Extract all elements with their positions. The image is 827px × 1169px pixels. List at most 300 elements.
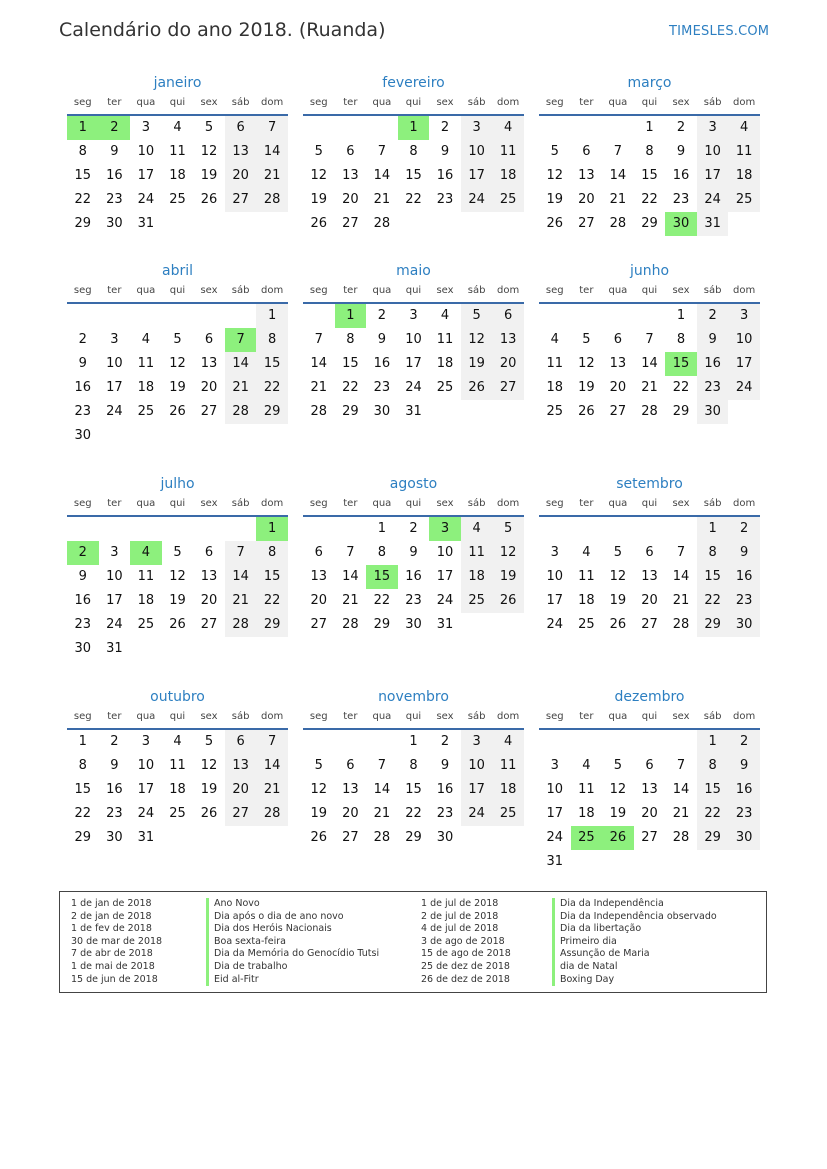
day-cell: 16 bbox=[728, 778, 760, 802]
weekday-label: ter bbox=[579, 498, 594, 509]
day-cell: 18 bbox=[492, 164, 524, 188]
day-cell: 12 bbox=[310, 782, 328, 797]
day-cell: 3 bbox=[461, 730, 493, 754]
day-cell: 22 bbox=[373, 593, 391, 608]
day-cell: 11 bbox=[169, 144, 186, 159]
day-cell: 7 bbox=[256, 116, 288, 140]
weekday-header bbox=[303, 708, 524, 730]
day-grid bbox=[303, 730, 524, 850]
day-cell: 14 bbox=[256, 140, 288, 164]
weekday-label: ter bbox=[343, 285, 358, 296]
weekday-label: sáb bbox=[231, 285, 250, 296]
weekday-label: seg bbox=[309, 711, 328, 722]
legend-holiday-date: 2 de jul de 2018 bbox=[421, 910, 499, 922]
day-cell: 19 bbox=[310, 192, 328, 207]
day-cell: 23 bbox=[74, 617, 92, 632]
day-cell: 9 bbox=[110, 758, 119, 773]
empty-cell bbox=[539, 304, 571, 328]
day-cell: 21 bbox=[641, 380, 658, 395]
holiday-day-cell: 2 bbox=[67, 541, 99, 565]
day-cell: 28 bbox=[256, 188, 288, 212]
day-cell: 26 bbox=[546, 216, 564, 231]
day-cell: 17 bbox=[461, 164, 493, 188]
day-cell: 10 bbox=[137, 144, 155, 159]
day-cell: 1 bbox=[78, 734, 87, 749]
day-cell: 24 bbox=[137, 806, 155, 821]
day-cell: 9 bbox=[697, 328, 729, 352]
empty-cell bbox=[193, 517, 225, 541]
weekday-label: sáb bbox=[231, 498, 250, 509]
legend-holiday-name: Dia dos Heróis Nacionais bbox=[206, 923, 379, 936]
day-cell: 25 bbox=[492, 188, 524, 212]
day-grid bbox=[303, 304, 524, 424]
weekday-label: sex bbox=[672, 97, 690, 108]
weekday-label: qua bbox=[608, 498, 628, 509]
empty-cell bbox=[539, 730, 571, 754]
day-cell: 28 bbox=[609, 216, 627, 231]
day-cell: 14 bbox=[609, 168, 627, 183]
day-cell: 19 bbox=[169, 593, 186, 608]
weekday-label: qui bbox=[405, 285, 422, 296]
empty-cell bbox=[335, 730, 367, 754]
month-dezembro bbox=[539, 686, 760, 874]
day-cell: 8 bbox=[676, 332, 686, 347]
day-grid bbox=[539, 517, 760, 637]
day-cell: 12 bbox=[546, 168, 564, 183]
empty-cell bbox=[571, 730, 603, 754]
day-cell: 26 bbox=[609, 617, 627, 632]
weekday-label: dom bbox=[261, 97, 284, 108]
day-cell: 16 bbox=[373, 356, 391, 371]
weekday-label: sex bbox=[436, 97, 454, 108]
day-cell: 12 bbox=[200, 144, 218, 159]
day-cell: 24 bbox=[461, 188, 493, 212]
day-cell: 23 bbox=[672, 192, 690, 207]
month-name: abril bbox=[161, 263, 193, 279]
weekday-label: dom bbox=[733, 711, 756, 722]
month-name: junho bbox=[629, 263, 670, 279]
day-cell: 2 bbox=[440, 120, 450, 135]
day-cell: 30 bbox=[74, 641, 92, 656]
weekday-label: seg bbox=[545, 97, 564, 108]
day-cell: 20 bbox=[641, 806, 658, 821]
weekday-label: qua bbox=[372, 285, 392, 296]
day-cell: 27 bbox=[310, 617, 328, 632]
legend-holiday-name: dia de Natal bbox=[552, 961, 717, 974]
day-cell: 9 bbox=[676, 144, 686, 159]
weekday-header bbox=[67, 708, 288, 730]
day-cell: 31 bbox=[106, 641, 123, 656]
day-cell: 8 bbox=[256, 541, 288, 565]
weekday-label: seg bbox=[545, 711, 564, 722]
day-cell: 29 bbox=[672, 404, 690, 419]
day-cell: 27 bbox=[578, 216, 595, 231]
day-cell: 12 bbox=[169, 569, 186, 584]
day-cell: 8 bbox=[645, 144, 654, 159]
empty-cell bbox=[602, 116, 634, 140]
day-cell: 9 bbox=[78, 569, 87, 584]
day-cell: 19 bbox=[609, 593, 627, 608]
day-cell: 5 bbox=[550, 144, 559, 159]
day-cell: 28 bbox=[342, 617, 359, 632]
day-grid bbox=[539, 730, 760, 874]
day-cell: 3 bbox=[697, 116, 729, 140]
day-cell: 23 bbox=[728, 589, 760, 613]
legend-holiday-date: 1 de jan de 2018 bbox=[71, 898, 152, 909]
day-cell: 18 bbox=[461, 565, 493, 589]
empty-cell bbox=[335, 116, 367, 140]
day-cell: 14 bbox=[641, 356, 658, 371]
day-cell: 11 bbox=[578, 569, 595, 584]
weekday-label: sáb bbox=[467, 285, 486, 296]
day-cell: 1 bbox=[697, 517, 729, 541]
day-cell: 3 bbox=[409, 308, 418, 323]
day-cell: 29 bbox=[405, 830, 422, 845]
day-cell: 12 bbox=[492, 541, 524, 565]
day-cell: 16 bbox=[74, 380, 92, 395]
day-cell: 8 bbox=[377, 545, 387, 560]
weekday-header bbox=[303, 94, 524, 116]
weekday-label: dom bbox=[261, 285, 284, 296]
weekday-header bbox=[67, 282, 288, 304]
weekday-label: qua bbox=[136, 711, 156, 722]
day-cell: 10 bbox=[461, 754, 493, 778]
day-cell: 21 bbox=[342, 593, 359, 608]
day-cell: 22 bbox=[697, 802, 729, 826]
month-name: outubro bbox=[150, 689, 205, 705]
day-grid bbox=[67, 304, 288, 448]
day-cell: 30 bbox=[697, 400, 729, 424]
day-cell: 31 bbox=[137, 830, 155, 845]
day-cell: 18 bbox=[169, 168, 186, 183]
weekday-label: sex bbox=[672, 285, 690, 296]
day-cell: 20 bbox=[200, 380, 218, 395]
day-cell: 20 bbox=[225, 778, 257, 802]
weekday-label: seg bbox=[73, 285, 92, 296]
day-cell: 13 bbox=[641, 782, 658, 797]
legend-dates-left bbox=[71, 898, 162, 986]
weekday-label: sex bbox=[436, 498, 454, 509]
day-cell: 29 bbox=[697, 826, 729, 850]
day-cell: 16 bbox=[405, 569, 422, 584]
holiday-day-cell: 2 bbox=[99, 116, 131, 140]
day-cell: 29 bbox=[342, 404, 359, 419]
weekday-header bbox=[539, 708, 760, 730]
weekday-label: seg bbox=[73, 711, 92, 722]
day-cell: 22 bbox=[405, 192, 422, 207]
weekday-label: qui bbox=[641, 97, 658, 108]
weekday-label: qui bbox=[641, 498, 658, 509]
day-cell: 21 bbox=[310, 380, 328, 395]
day-cell: 5 bbox=[173, 545, 182, 560]
day-cell: 14 bbox=[672, 782, 690, 797]
weekday-label: dom bbox=[497, 498, 520, 509]
day-cell: 21 bbox=[373, 192, 391, 207]
holiday-day-cell: 15 bbox=[366, 565, 398, 589]
holiday-day-cell: 1 bbox=[335, 304, 367, 328]
day-cell: 26 bbox=[169, 617, 186, 632]
day-cell: 22 bbox=[74, 806, 92, 821]
day-cell: 17 bbox=[137, 168, 155, 183]
day-cell: 27 bbox=[492, 376, 524, 400]
weekday-label: seg bbox=[545, 498, 564, 509]
day-cell: 19 bbox=[492, 565, 524, 589]
legend-holiday-date: 15 de ago de 2018 bbox=[421, 948, 511, 960]
day-cell: 6 bbox=[613, 332, 623, 347]
legend-holiday-name: Dia da Memória do Genocídio Tutsi bbox=[206, 948, 379, 961]
day-cell: 4 bbox=[440, 308, 450, 323]
day-cell: 6 bbox=[582, 144, 591, 159]
day-cell: 25 bbox=[492, 802, 524, 826]
day-cell: 3 bbox=[728, 304, 760, 328]
day-cell: 5 bbox=[204, 734, 214, 749]
day-cell: 26 bbox=[310, 216, 328, 231]
day-cell: 5 bbox=[461, 304, 493, 328]
weekday-label: qua bbox=[136, 285, 156, 296]
weekday-label: sáb bbox=[231, 711, 250, 722]
legend-holiday-name: Assunção de Maria bbox=[552, 948, 717, 961]
day-cell: 24 bbox=[106, 617, 123, 632]
day-cell: 1 bbox=[409, 734, 418, 749]
day-cell: 11 bbox=[461, 541, 493, 565]
weekday-label: qui bbox=[405, 97, 422, 108]
day-cell: 22 bbox=[256, 376, 288, 400]
legend-holiday-name: Dia após o dia de ano novo bbox=[206, 911, 379, 924]
legend-holiday-date: 25 de dez de 2018 bbox=[421, 960, 510, 972]
weekday-label: seg bbox=[309, 97, 328, 108]
month-agosto bbox=[303, 473, 524, 637]
empty-cell bbox=[303, 517, 335, 541]
day-cell: 8 bbox=[409, 758, 418, 773]
weekday-label: qui bbox=[169, 498, 186, 509]
day-cell: 23 bbox=[106, 192, 123, 207]
day-cell: 15 bbox=[405, 168, 422, 183]
weekday-label: qua bbox=[372, 498, 392, 509]
day-cell: 21 bbox=[672, 806, 690, 821]
day-cell: 24 bbox=[137, 192, 155, 207]
day-grid bbox=[539, 304, 760, 424]
weekday-label: seg bbox=[73, 498, 92, 509]
legend-holiday-name: Primeiro dia bbox=[552, 936, 717, 949]
day-cell: 19 bbox=[200, 782, 218, 797]
day-cell: 25 bbox=[436, 380, 454, 395]
weekday-label: seg bbox=[309, 285, 328, 296]
weekday-label: ter bbox=[579, 285, 594, 296]
day-cell: 10 bbox=[405, 332, 422, 347]
weekday-label: dom bbox=[497, 285, 520, 296]
empty-cell bbox=[539, 517, 571, 541]
day-cell: 29 bbox=[641, 216, 658, 231]
holiday-day-cell: 26 bbox=[602, 826, 634, 850]
weekday-label: qua bbox=[608, 285, 628, 296]
day-cell: 17 bbox=[461, 778, 493, 802]
day-cell: 13 bbox=[200, 356, 218, 371]
month-julho bbox=[67, 473, 288, 661]
day-cell: 25 bbox=[578, 617, 595, 632]
day-cell: 3 bbox=[141, 734, 151, 749]
weekday-label: ter bbox=[107, 498, 122, 509]
day-cell: 4 bbox=[492, 730, 524, 754]
legend-holiday-name: Eid al-Fitr bbox=[206, 974, 379, 987]
weekday-label: qua bbox=[372, 97, 392, 108]
weekday-label: sáb bbox=[703, 97, 722, 108]
month-novembro bbox=[303, 686, 524, 850]
day-cell: 14 bbox=[342, 569, 359, 584]
weekday-label: seg bbox=[73, 97, 92, 108]
day-cell: 23 bbox=[436, 192, 454, 207]
day-cell: 7 bbox=[256, 730, 288, 754]
day-cell: 10 bbox=[546, 782, 564, 797]
day-cell: 3 bbox=[550, 758, 559, 773]
day-cell: 18 bbox=[169, 782, 186, 797]
month-janeiro bbox=[67, 72, 288, 236]
day-cell: 14 bbox=[373, 168, 391, 183]
legend-holiday-date: 4 de jul de 2018 bbox=[421, 923, 499, 935]
legend-holiday-date: 15 de jun de 2018 bbox=[71, 973, 158, 985]
day-cell: 28 bbox=[672, 830, 690, 845]
day-cell: 28 bbox=[373, 830, 391, 845]
day-cell: 15 bbox=[697, 565, 729, 589]
day-cell: 23 bbox=[106, 806, 123, 821]
day-cell: 13 bbox=[492, 328, 524, 352]
day-cell: 6 bbox=[346, 144, 355, 159]
weekday-label: qui bbox=[405, 711, 422, 722]
day-cell: 29 bbox=[74, 216, 92, 231]
empty-cell bbox=[665, 730, 697, 754]
weekday-header bbox=[67, 495, 288, 517]
day-cell: 7 bbox=[225, 541, 257, 565]
day-cell: 25 bbox=[728, 188, 760, 212]
day-cell: 6 bbox=[492, 304, 524, 328]
day-cell: 21 bbox=[256, 164, 288, 188]
holiday-day-cell: 7 bbox=[225, 328, 257, 352]
empty-cell bbox=[67, 517, 99, 541]
day-cell: 1 bbox=[697, 730, 729, 754]
weekday-label: dom bbox=[497, 711, 520, 722]
month-name: janeiro bbox=[153, 75, 202, 91]
day-cell: 3 bbox=[461, 116, 493, 140]
day-cell: 19 bbox=[461, 352, 493, 376]
day-cell: 23 bbox=[74, 404, 92, 419]
day-cell: 2 bbox=[728, 730, 760, 754]
month-name: agosto bbox=[389, 476, 438, 492]
day-cell: 17 bbox=[728, 352, 760, 376]
day-cell: 25 bbox=[461, 589, 493, 613]
day-cell: 17 bbox=[106, 380, 123, 395]
holiday-day-cell: 1 bbox=[398, 116, 430, 140]
day-cell: 30 bbox=[106, 830, 123, 845]
empty-cell bbox=[130, 304, 162, 328]
day-cell: 3 bbox=[110, 332, 119, 347]
day-cell: 24 bbox=[436, 593, 454, 608]
day-cell: 27 bbox=[225, 802, 257, 826]
weekday-label: ter bbox=[107, 97, 122, 108]
weekday-header bbox=[539, 94, 760, 116]
empty-cell bbox=[602, 304, 634, 328]
page-title: Calendário do ano 2018. (Ruanda) bbox=[59, 19, 386, 41]
day-grid bbox=[67, 517, 288, 661]
day-cell: 4 bbox=[492, 116, 524, 140]
day-cell: 7 bbox=[613, 144, 623, 159]
day-cell: 31 bbox=[546, 854, 564, 869]
day-cell: 27 bbox=[200, 617, 218, 632]
weekday-label: qui bbox=[641, 285, 658, 296]
empty-cell bbox=[539, 116, 571, 140]
month-junho bbox=[539, 260, 760, 424]
day-cell: 5 bbox=[314, 144, 323, 159]
day-cell: 18 bbox=[492, 778, 524, 802]
day-cell: 30 bbox=[436, 830, 454, 845]
day-cell: 12 bbox=[200, 758, 218, 773]
day-cell: 6 bbox=[645, 758, 654, 773]
weekday-label: dom bbox=[733, 285, 756, 296]
day-cell: 12 bbox=[461, 328, 493, 352]
day-cell: 27 bbox=[200, 404, 218, 419]
day-cell: 21 bbox=[225, 376, 257, 400]
day-cell: 2 bbox=[697, 304, 729, 328]
day-cell: 5 bbox=[582, 332, 591, 347]
weekday-header bbox=[67, 94, 288, 116]
day-cell: 24 bbox=[405, 380, 422, 395]
month-outubro bbox=[67, 686, 288, 850]
day-cell: 17 bbox=[697, 164, 729, 188]
day-cell: 9 bbox=[110, 144, 119, 159]
empty-cell bbox=[303, 304, 335, 328]
day-cell: 14 bbox=[225, 352, 257, 376]
weekday-label: qui bbox=[641, 711, 658, 722]
day-cell: 31 bbox=[436, 617, 454, 632]
day-cell: 28 bbox=[225, 613, 257, 637]
day-cell: 6 bbox=[225, 116, 257, 140]
day-cell: 16 bbox=[106, 782, 123, 797]
day-cell: 9 bbox=[728, 754, 760, 778]
month-abril bbox=[67, 260, 288, 448]
empty-cell bbox=[303, 730, 335, 754]
site-brand-link[interactable]: TIMESLES.COM bbox=[669, 24, 770, 39]
month-name: maio bbox=[396, 263, 431, 279]
weekday-header bbox=[303, 495, 524, 517]
day-cell: 18 bbox=[578, 806, 595, 821]
day-cell: 30 bbox=[373, 404, 391, 419]
day-cell: 9 bbox=[440, 144, 450, 159]
weekday-label: sáb bbox=[703, 285, 722, 296]
day-cell: 11 bbox=[137, 569, 155, 584]
day-cell: 16 bbox=[697, 352, 729, 376]
empty-cell bbox=[225, 517, 257, 541]
day-cell: 29 bbox=[373, 617, 391, 632]
weekday-label: sex bbox=[436, 711, 454, 722]
holiday-day-cell: 1 bbox=[256, 517, 288, 541]
legend-holiday-date: 1 de fev de 2018 bbox=[71, 923, 152, 935]
legend-holiday-name: Ano Novo bbox=[206, 898, 379, 911]
weekday-label: ter bbox=[343, 97, 358, 108]
legend-holiday-name: Dia da Independência observado bbox=[552, 911, 717, 924]
day-cell: 1 bbox=[676, 308, 686, 323]
day-cell: 19 bbox=[200, 168, 218, 183]
holiday-day-cell: 4 bbox=[130, 541, 162, 565]
day-cell: 4 bbox=[550, 332, 559, 347]
day-cell: 15 bbox=[74, 782, 92, 797]
day-cell: 13 bbox=[342, 782, 359, 797]
day-cell: 10 bbox=[728, 328, 760, 352]
day-cell: 18 bbox=[546, 380, 564, 395]
day-cell: 8 bbox=[409, 144, 418, 159]
day-cell: 8 bbox=[78, 144, 87, 159]
empty-cell bbox=[571, 517, 603, 541]
day-cell: 26 bbox=[492, 589, 524, 613]
day-cell: 21 bbox=[373, 806, 391, 821]
weekday-label: qua bbox=[372, 711, 392, 722]
